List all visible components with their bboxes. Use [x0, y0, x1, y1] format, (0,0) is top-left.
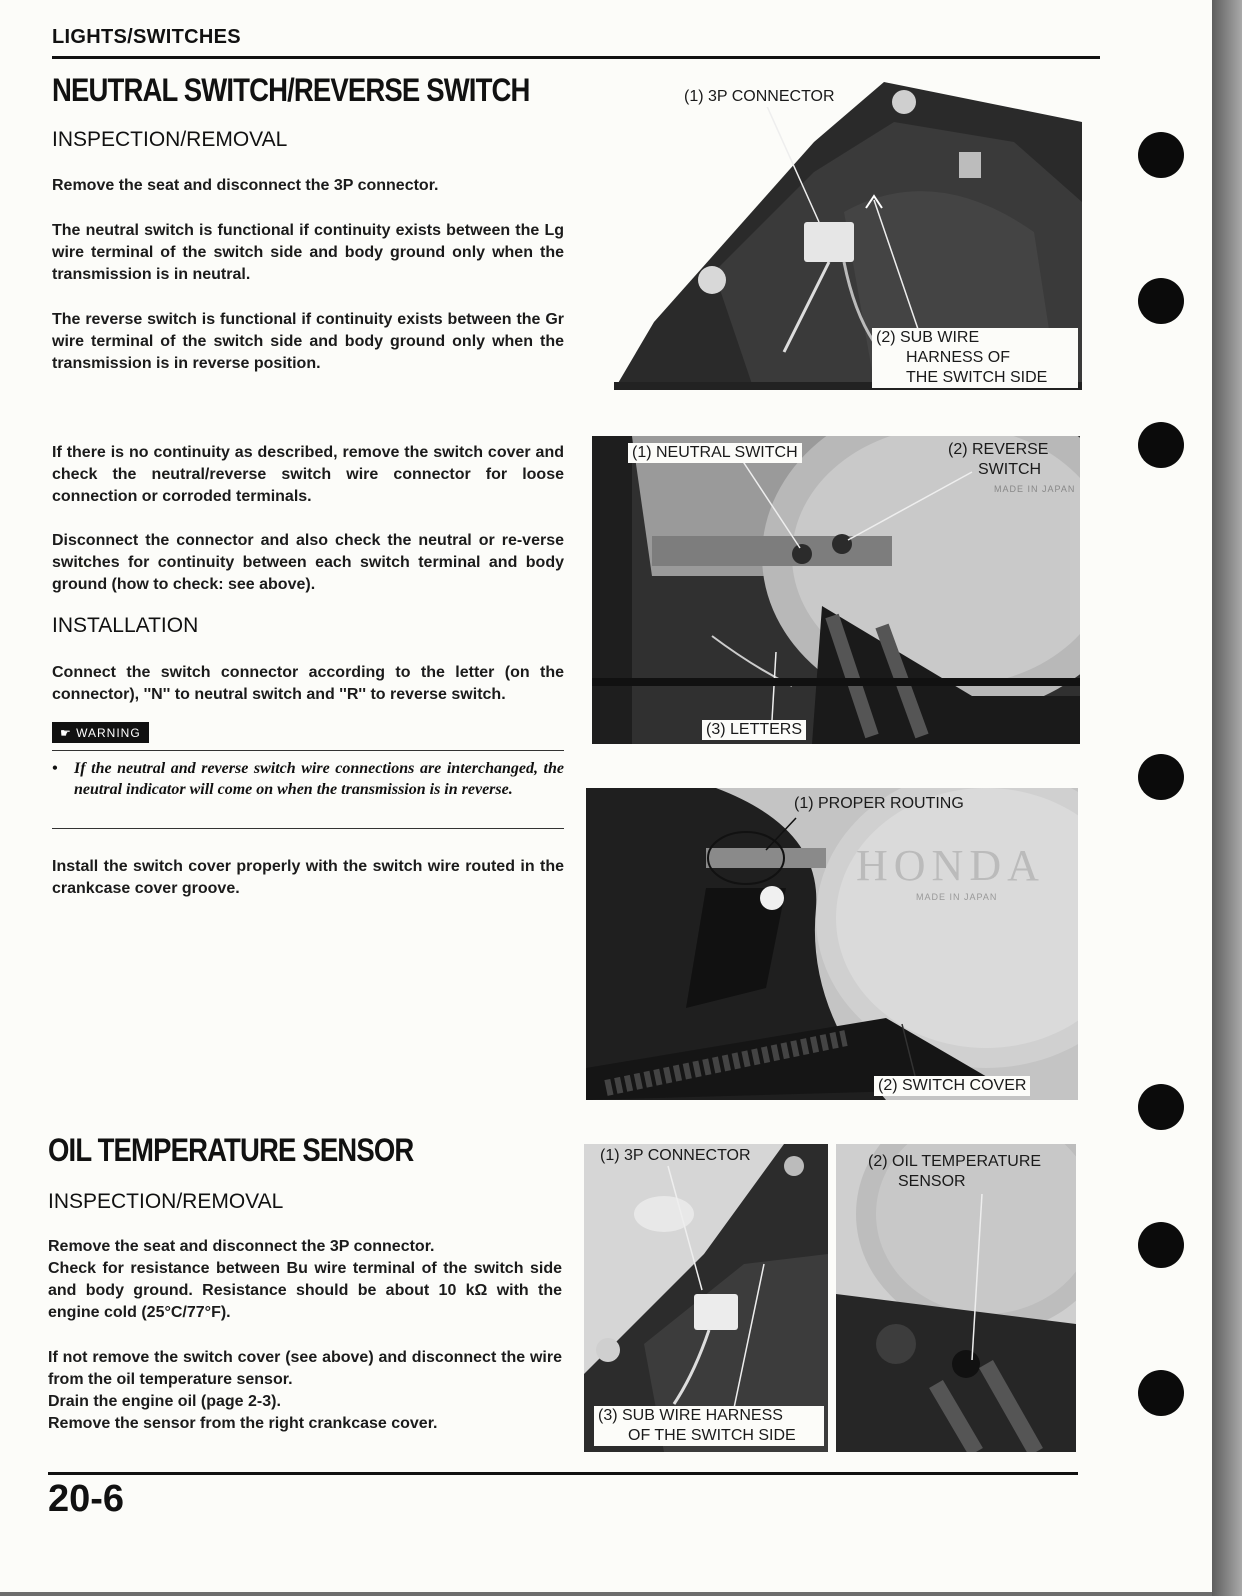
binder-hole-dot: [1138, 422, 1184, 468]
figure-5-label-2: [864, 1152, 1045, 1192]
figure-1-label-2-line-2: HARNESS OF: [906, 349, 1011, 366]
binder-hole-dot: [1138, 132, 1184, 178]
neutral-inspection-heading: INSPECTION/REMOVAL: [52, 128, 288, 151]
binder-hole-dot: [1138, 1084, 1184, 1130]
neutral-para-7: Install the switch cover properly with the switch wire routed in the crankcase cover groove.: [52, 858, 564, 897]
figure-5-label-2-line-2: SENSOR: [898, 1173, 966, 1190]
figure-2-imprint: MADE IN JAPAN: [994, 484, 1076, 494]
figure-3-label-2: (2) SWITCH COVER: [874, 1076, 1030, 1096]
figure-3-illustration: [586, 788, 1078, 1100]
figure-1-label-1: (1) 3P CONNECTOR: [680, 87, 839, 107]
page-edge-shadow: [1212, 0, 1242, 1596]
figure-1-photo: [614, 82, 1082, 390]
oil-para-3: If not remove the switch cover (see above) and disconnect the wire from the oil temperature sensor.: [48, 1349, 562, 1388]
warning-note: [52, 758, 564, 800]
figure-3-imprint-origin: MADE IN JAPAN: [916, 892, 998, 902]
neutral-para-1: Remove the seat and disconnect the 3P connector.: [52, 177, 439, 194]
figure-2-illustration: [592, 436, 1080, 744]
binder-hole-dot: [1138, 1222, 1184, 1268]
oil-para-5: Remove the sensor from the right crankcase cover.: [48, 1415, 438, 1432]
figure-5-photo: [836, 1144, 1076, 1452]
footer-rule: [48, 1472, 1078, 1475]
section-header: LIGHTS/SWITCHES: [52, 26, 241, 48]
binder-hole-dot: [1138, 754, 1184, 800]
figure-2-photo: [592, 436, 1080, 744]
warning-bottom-rule: [52, 828, 564, 829]
figure-4-label-3: [594, 1406, 824, 1446]
oil-para-4: Drain the engine oil (page 2-3).: [48, 1393, 281, 1410]
oil-para-2: Check for resistance between Bu wire terminal of the switch side and body ground. Resistance should be about 10 kΩ with the engine cold (25°C/77°F).: [48, 1260, 562, 1321]
figure-4-label-3-line-2: OF THE SWITCH SIDE: [628, 1427, 796, 1444]
figure-2-label-2-line-1: (2) REVERSE: [948, 441, 1049, 458]
figure-2-label-3: (3) LETTERS: [702, 720, 806, 740]
hand-icon: ☛: [60, 726, 72, 740]
figure-3-imprint-brand: HONDA: [856, 841, 1045, 890]
figure-2-label-2: [944, 440, 1052, 480]
warning-label: WARNING: [76, 726, 141, 740]
page-bottom-edge: [0, 1592, 1212, 1596]
bullet-icon: •: [52, 760, 58, 777]
installation-heading: INSTALLATION: [52, 614, 199, 637]
warning-text: If the neutral and reverse switch wire connections are interchanged, the neutral indicator will come on when the transmission is in reverse.: [74, 760, 564, 798]
figure-4-label-3-line-1: (3) SUB WIRE HARNESS: [598, 1407, 783, 1424]
figure-1-label-2-line-1: (2) SUB WIRE: [876, 329, 980, 346]
binder-hole-dot: [1138, 278, 1184, 324]
figure-2-label-1: (1) NEUTRAL SWITCH: [628, 443, 802, 463]
figure-2-label-2-line-2: SWITCH: [978, 461, 1042, 478]
neutral-para-3: The reverse switch is functional if continuity exists between the Gr wire terminal of the switch side and body ground only when the transmission is in reverse position.: [52, 311, 564, 372]
figure-3-photo: [586, 788, 1078, 1100]
figure-1-label-2-line-3: THE SWITCH SIDE: [906, 369, 1048, 386]
oil-inspection-heading: INSPECTION/REMOVAL: [48, 1190, 284, 1213]
oil-para-1: Remove the seat and disconnect the 3P connector.: [48, 1238, 435, 1255]
figure-3-label-1: (1) PROPER ROUTING: [794, 795, 964, 812]
neutral-para-5: Disconnect the connector and also check the neutral or re-verse switches for continuity between each switch terminal and body ground (how to check: see above).: [52, 532, 564, 593]
warning-badge: [52, 722, 149, 743]
page-number: 20-6: [48, 1478, 125, 1520]
installation-para: Connect the switch connector according to the letter (on the connector), ''N'' to neutral switch and ''R'' to reverse switch.: [52, 664, 564, 703]
neutral-para-2: The neutral switch is functional if continuity exists between the Lg wire terminal of the switch side and body ground only when the transmission is in neutral.: [52, 222, 564, 283]
figure-4-photo: [584, 1144, 828, 1452]
figure-1-label-2: [872, 328, 1078, 388]
neutral-para-4: If there is no continuity as described, remove the switch cover and check the neutral/reverse switch wire connector for loose connection or corroded terminals.: [52, 444, 564, 505]
binder-hole-dot: [1138, 1370, 1184, 1416]
oil-section-title: OIL TEMPERATURE SENSOR: [48, 1132, 414, 1168]
warning-top-rule: [52, 750, 564, 751]
neutral-section-title: NEUTRAL SWITCH/REVERSE SWITCH: [52, 72, 530, 108]
figure-4-label-1: (1) 3P CONNECTOR: [600, 1147, 751, 1164]
figure-5-label-2-line-1: (2) OIL TEMPERATURE: [868, 1153, 1042, 1170]
header-rule: [52, 56, 1100, 59]
